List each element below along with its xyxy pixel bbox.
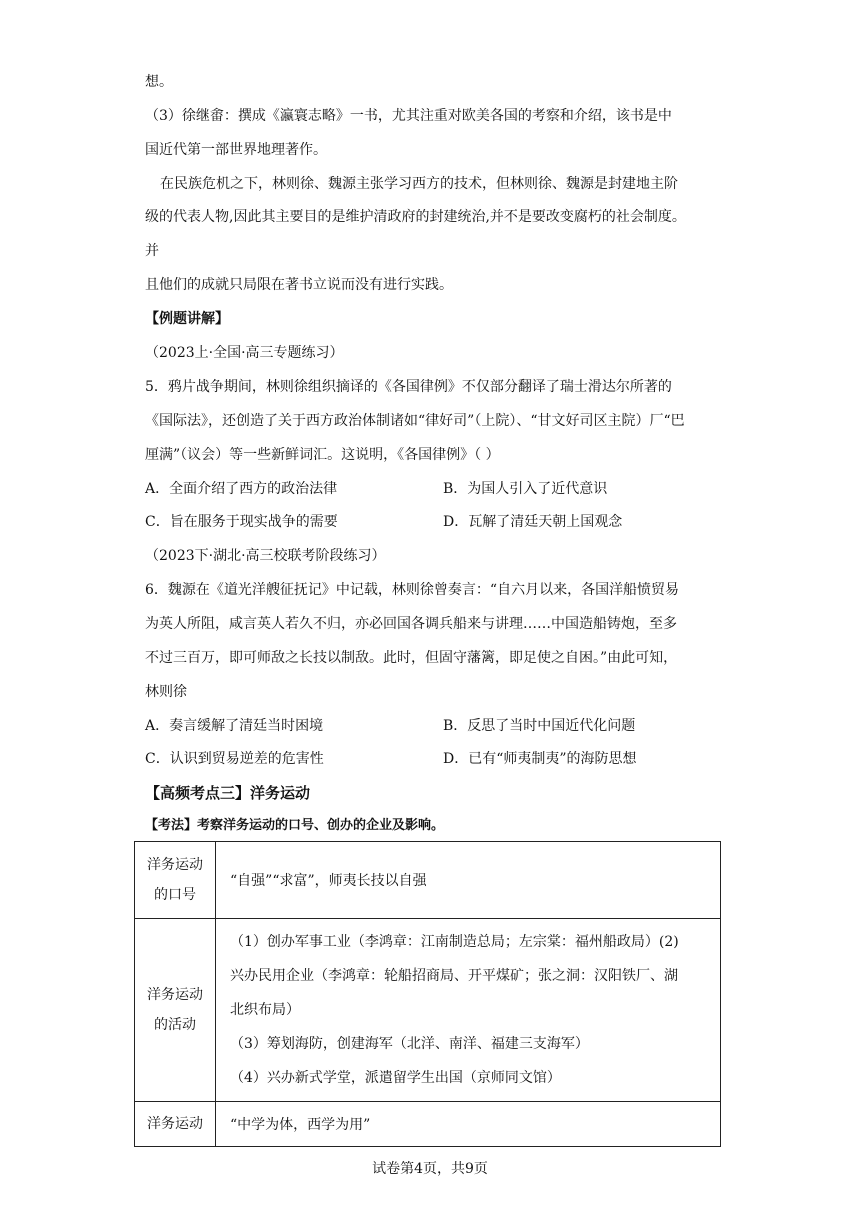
paragraph-line: 在民族危机之下，林则徐、魏源主张学习西方的技术，但林则徐、魏源是封建地主阶 xyxy=(160,176,678,192)
question-stem: 6．魏源在《道光洋艘征抚记》中记载，林则徐曾奏言：“自六月以来，各国洋船愤贸易 xyxy=(145,582,680,598)
table-row xyxy=(135,919,721,1102)
paragraph-line: 且他们的成就只局限在著书立说而没有进行实践。 xyxy=(145,277,453,293)
question-stem: 《国际法》，还创造了关于西方政治体制诸如“律好司”（上院）、“甘文好司区主院）厂“巴 xyxy=(145,413,685,429)
table-cell: “自强”“求富”，师夷长技以自强 xyxy=(216,842,721,919)
question-stem: 为英人所阻，咸言英人若久不归，亦必回国各调兵船来与讲理……中国造船铸炮，至多 xyxy=(145,616,677,632)
method-note: 【考法】考察洋务运动的口号、创办的企业及影响。 xyxy=(145,818,445,833)
summary-table xyxy=(134,841,721,1147)
question-source: （2023上·全国·高三专题练习） xyxy=(145,345,344,361)
option-b: B．为国人引入了近代意识 xyxy=(443,481,608,497)
option-a: A．奏言缓解了清廷当时困境 xyxy=(145,718,324,734)
question-stem: 5．鸦片战争期间，林则徐组织摘译的《各国律例》不仅部分翻译了瑞士滑达尔所著的 xyxy=(145,379,672,395)
option-d: D．已有“师夷制夷”的海防思想 xyxy=(443,751,637,767)
question-stem: 不过三百万，即可师敌之长技以制敌。此时，但固守藩篱，即足使之自困。”由此可知， xyxy=(145,650,678,666)
table-row xyxy=(135,1102,721,1147)
question-stem: 林则徐 xyxy=(145,684,187,700)
paragraph-line: 级的代表人物,因此其主要目的是维护清政府的封建统治,并不是要改变腐朽的社会制度。 xyxy=(145,209,686,225)
table-cell: （1）创办军事工业（李鸿章：江南制造总局；左宗棠：福州船政局）(2) 兴办民用企业（李鸿章：轮船招商局、开平煤矿；张之洞：汉阳铁厂、湖 北织布局） （3）筹划海防，创建海军（北洋、南洋、福建三支海军） （4）兴办新式学堂，派遣留学生出国（京师同文馆） xyxy=(216,919,721,1102)
paragraph-line: 并 xyxy=(145,243,159,259)
question-source: （2023下·湖北·高三校联考阶段练习） xyxy=(145,548,386,564)
table-cell: “中学为体，西学为用” xyxy=(216,1102,721,1147)
table-row-header: 洋务运动 的口号 xyxy=(135,842,216,919)
paragraph-line: 国近代第一部世界地理著作。 xyxy=(145,142,327,158)
option-a: A．全面介绍了西方的政治法律 xyxy=(145,481,338,497)
table-row-header: 洋务运动 的活动 xyxy=(135,919,216,1102)
section-heading-example: 【例题讲解】 xyxy=(145,311,229,327)
section-heading-topic3: 【高频考点三】洋务运动 xyxy=(145,784,311,802)
table-row xyxy=(135,842,721,919)
page-footer: 试卷第4页，共9页 xyxy=(372,1161,488,1177)
option-b: B．反思了当时中国近代化问题 xyxy=(443,718,636,734)
option-c: C．认识到贸易逆差的危害性 xyxy=(145,751,324,767)
paragraph-line: 想。 xyxy=(145,74,173,90)
option-c: C．旨在服务于现实战争的需要 xyxy=(145,514,338,530)
table-row-header: 洋务运动 xyxy=(135,1102,216,1147)
option-d: D．瓦解了清廷天朝上国观念 xyxy=(443,514,623,530)
paragraph-line: （3）徐继畬：撰成《瀛寰志略》一书，尤其注重对欧美各国的考察和介绍，该书是中 xyxy=(145,108,672,124)
question-stem: 厘满”（议会）等一些新鲜词汇。这说明，《各国律例》（ ） xyxy=(145,447,500,463)
